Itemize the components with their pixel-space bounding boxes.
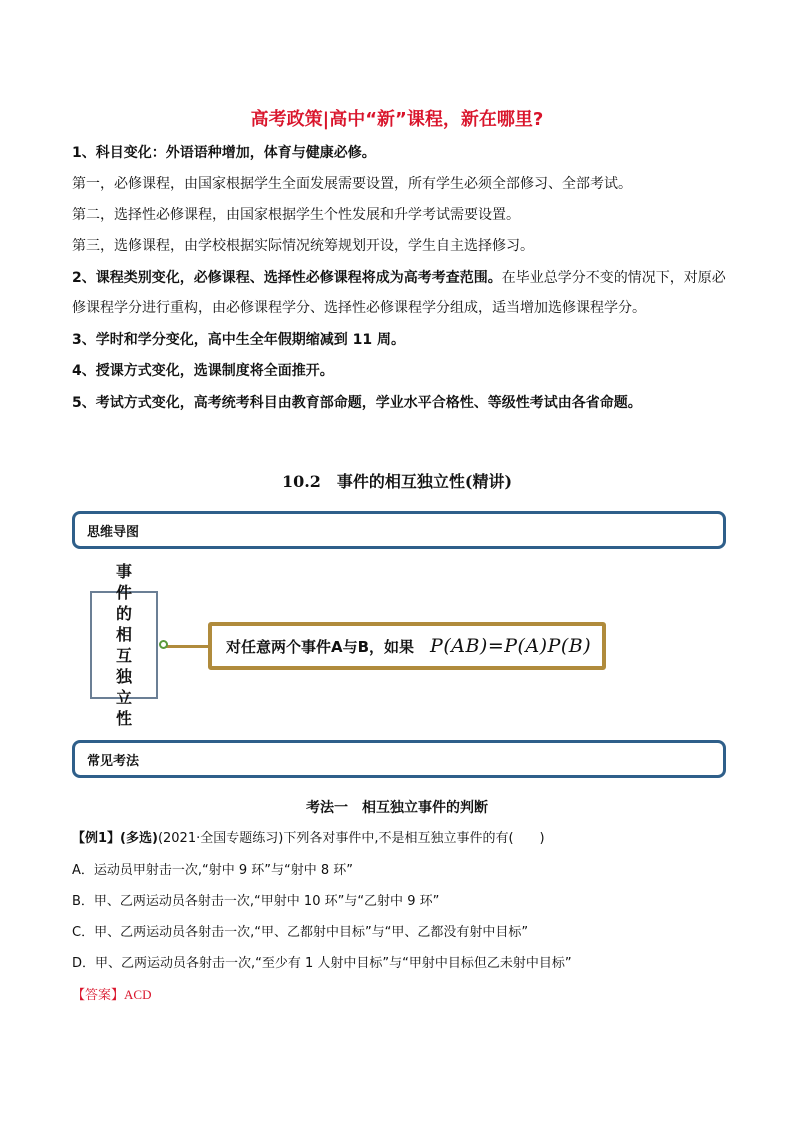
mind-map-leaf-label: 对任意两个事件A与B，如果 xyxy=(226,637,415,656)
common-methods-header-label: 常见考法 xyxy=(87,753,140,769)
mind-map-leaf-node xyxy=(208,622,606,670)
option-b: B．甲、乙两运动员各射击一次,“甲射中 10 环”与“乙射中 9 环” xyxy=(72,894,440,909)
mind-map-root-label: 事件的相互独立性 xyxy=(115,562,132,728)
answer-label: 【答案】 xyxy=(72,988,125,1003)
example-question: 下列各对事件中,不是相互独立事件的有( ) xyxy=(283,831,545,846)
mind-map-connector xyxy=(166,645,210,648)
section-title: 10.2 事件的相互独立性(精讲) xyxy=(281,472,513,491)
policy-item-3: 3、学时和学分变化，高中生全年假期缩减到 11 周。 xyxy=(72,332,405,348)
policy-item-5: 5、考试方式变化，高考统考科目由教育部命题，学业水平合格性、等级性考试由各省命题。 xyxy=(72,395,642,411)
option-a: A．运动员甲射击一次,“射中 9 环”与“射中 8 环” xyxy=(72,863,354,878)
policy-paragraph: 修课程学分进行重构，由必修课程学分、选择性必修课程学分组成，适当增加选修课程学分。 xyxy=(72,300,646,316)
independence-formula: P(AB)=P(A)P(B) xyxy=(430,635,592,657)
example-label: 【例1】 xyxy=(72,831,121,846)
example-stem xyxy=(72,830,545,848)
mind-map-collapse-toggle xyxy=(159,640,168,649)
answer-value: ACD xyxy=(124,987,152,1002)
mind-map-header xyxy=(72,511,726,549)
policy-paragraph: 第二，选择性必修课程，由国家根据学生个性发展和升学考试需要设置。 xyxy=(72,207,520,223)
policy-paragraph: 第一，必修课程，由国家根据学生全面发展需要设置，所有学生必须全部修习、全部考试。 xyxy=(72,176,632,192)
policy-item-4: 4、授课方式变化，选课制度将全面推开。 xyxy=(72,363,334,379)
policy-item-1: 1、科目变化：外语语种增加，体育与健康必修。 xyxy=(72,145,376,161)
mind-map-header-label: 思维导图 xyxy=(87,524,140,540)
policy-item-2-lead: 2、课程类别变化，必修课程、选择性必修课程将成为高考考查范围。 xyxy=(72,270,502,286)
option-d: D．甲、乙两运动员各射击一次,“至少有 1 人射中目标”与“甲射中目标但乙未射中目标” xyxy=(72,956,572,971)
policy-paragraph: 第三，选修课程，由学校根据实际情况统筹规划开设，学生自主选择修习。 xyxy=(72,238,534,254)
answer-line xyxy=(72,986,151,1005)
method-title: 考法一 相互独立事件的判断 xyxy=(306,800,488,816)
common-methods-header xyxy=(72,740,726,778)
example-source: (2021·全国专题练习) xyxy=(157,831,284,846)
option-c: C．甲、乙两运动员各射击一次,“甲、乙都射中目标”与“甲、乙都没有射中目标” xyxy=(72,925,529,940)
policy-title: 高考政策|高中“新”课程，新在哪里? xyxy=(250,109,544,130)
policy-item-2-rest: 在毕业总学分不变的情况下，对原必 xyxy=(501,270,726,286)
policy-item-2 xyxy=(72,268,726,288)
multi-choice-tag: (多选) xyxy=(120,831,158,846)
mind-map-root-node xyxy=(90,562,158,728)
